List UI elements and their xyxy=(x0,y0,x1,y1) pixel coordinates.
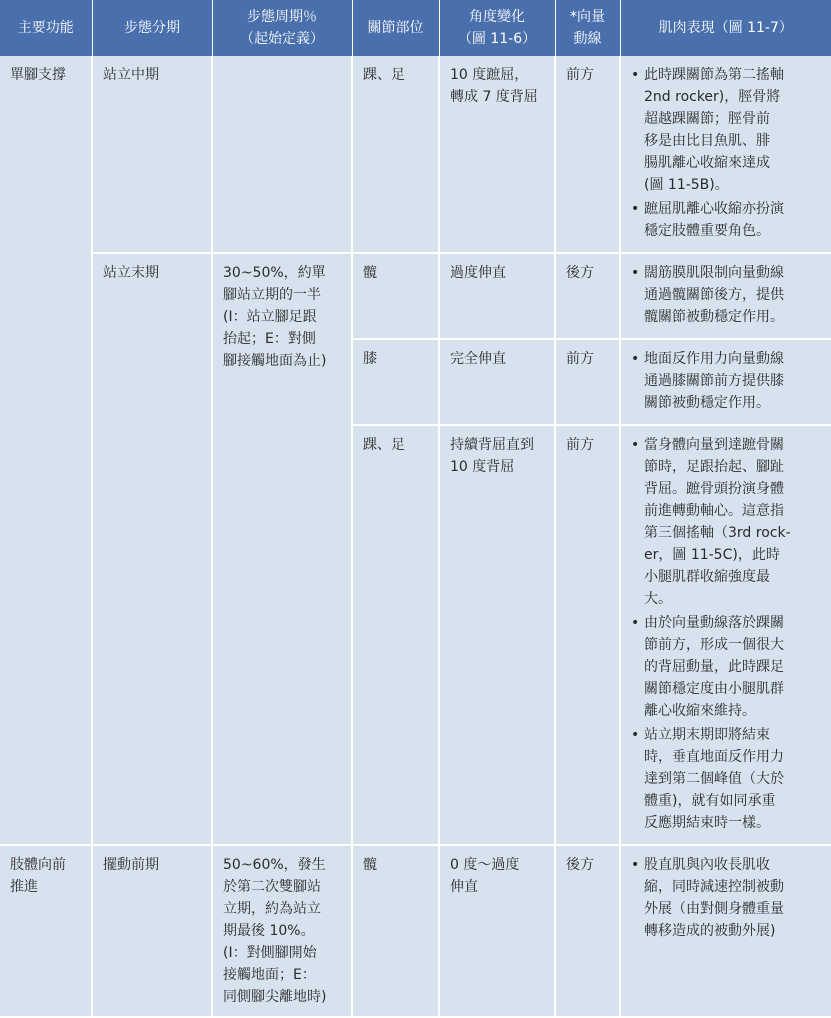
cell-angle: 過度伸直 xyxy=(439,253,555,339)
cell-angle: 完全伸直 xyxy=(439,339,555,425)
list-item: • 股直肌與內收長肌收 縮，同時減速控制被動 外展（由對側身體重量 轉移造成的被動外展) xyxy=(631,854,821,942)
list-item: • 蹠屈肌離心收縮亦扮演 穩定肢體重要角色。 xyxy=(631,198,821,242)
table-row xyxy=(0,253,831,339)
table-row xyxy=(0,56,831,253)
cell-muscle xyxy=(620,56,831,253)
cell-joint: 膝 xyxy=(352,339,439,425)
cell-angle: 0 度～過度 伸直 xyxy=(439,845,555,1017)
list-item: • 地面反作用力向量動線 通過膝關節前方提供膝 關節被動穩定作用。 xyxy=(631,348,821,414)
cell-cycle xyxy=(212,56,352,253)
cell-phase: 站立末期 xyxy=(92,253,212,845)
cell-function: 肢體向前 推進 xyxy=(0,845,92,1017)
list-item: • 當身體向量到達蹠骨關 節時，足跟抬起、腳趾 背屈。蹠骨頭扮演身體 前進轉動軸心。這意指 第三個搖軸（3rd rock- er，圖 11-5C)，此時 小腿肌群收縮強度最 大。 xyxy=(631,434,821,610)
cell-angle: 10 度蹠屈， 轉成 7 度背屈 xyxy=(439,56,555,253)
header-cycle: 步態周期％ （起始定義） xyxy=(212,0,352,56)
cell-vector: 前方 xyxy=(555,56,620,253)
cell-vector: 後方 xyxy=(555,253,620,339)
header-row xyxy=(0,0,831,56)
list-item: • 由於向量動線落於踝關 節前方，形成一個很大 的背屈動量，此時踝足 關節穩定度由小腿肌群 離心收縮來維持。 xyxy=(631,612,821,722)
cell-angle: 持續背屈直到 10 度背屈 xyxy=(439,425,555,845)
list-item: • 站立期末期即將結束 時，垂直地面反作用力 達到第二個峰值（大於 體重)，就有如同承重 反應期結束時一樣。 xyxy=(631,724,821,834)
cell-joint: 髖 xyxy=(352,845,439,1017)
cell-cycle: 50~60%，發生 於第二次雙腳站 立期，約為站立 期最後 10%。 (I：對側腳開始 接觸地面；E： 同側腳尖離地時) xyxy=(212,845,352,1017)
cell-vector: 前方 xyxy=(555,339,620,425)
header-muscle: 肌肉表現（圖 11-7） xyxy=(620,0,831,56)
cell-phase: 站立中期 xyxy=(92,56,212,253)
cell-phase: 擺動前期 xyxy=(92,845,212,1017)
cell-function: 單腳支撐 xyxy=(0,56,92,845)
cell-joint: 踝、足 xyxy=(352,425,439,845)
header-function: 主要功能 xyxy=(0,0,92,56)
cell-vector: 前方 xyxy=(555,425,620,845)
cell-joint: 髖 xyxy=(352,253,439,339)
list-item: • 此時踝關節為第二搖軸 2nd rocker)，脛骨將 超越踝關節；脛骨前 移是由比目魚肌、腓 腸肌離心收縮來達成 (圖 11-5B)。 xyxy=(631,64,821,196)
cell-vector: 後方 xyxy=(555,845,620,1017)
header-vector: *向量 動線 xyxy=(555,0,620,56)
header-joint: 關節部位 xyxy=(352,0,439,56)
header-angle: 角度變化 （圖 11-6） xyxy=(439,0,555,56)
cell-muscle xyxy=(620,253,831,339)
header-phase: 步態分期 xyxy=(92,0,212,56)
cell-muscle xyxy=(620,425,831,845)
table-row xyxy=(0,845,831,1017)
cell-muscle xyxy=(620,845,831,1017)
list-item: • 闊筋膜肌限制向量動線 通過髖關節後方，提供 髖關節被動穩定作用。 xyxy=(631,262,821,328)
cell-cycle: 30~50%，約單 腳站立期的一半 (I：站立腳足跟 抬起；E：對側 腳接觸地面為止) xyxy=(212,253,352,845)
cell-muscle xyxy=(620,339,831,425)
cell-joint: 踝、足 xyxy=(352,56,439,253)
